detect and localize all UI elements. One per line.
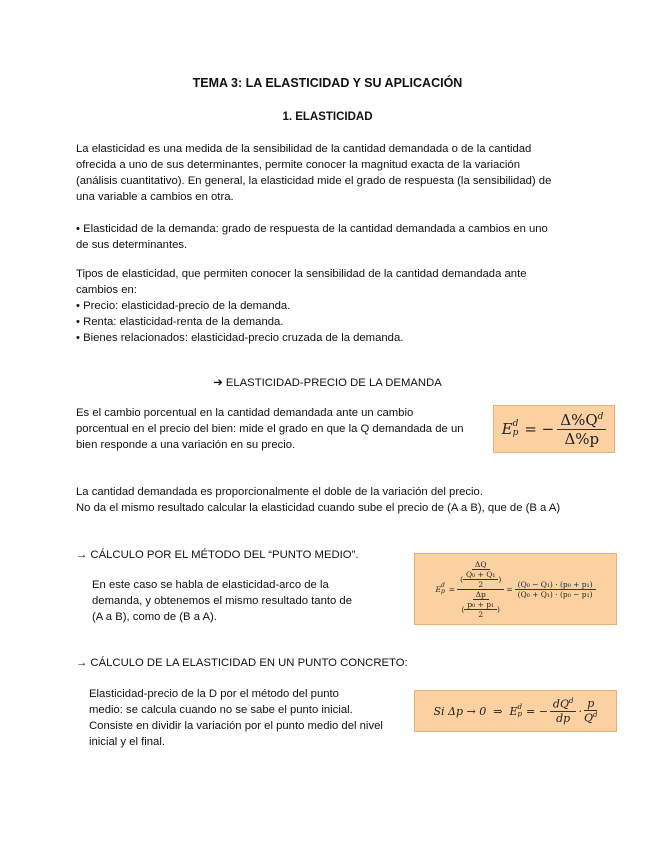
section-heading-point-elasticity: → CÁLCULO DE LA ELASTICIDAD EN UN PUNTO CONCRETO: <box>76 657 408 669</box>
formula-operator: = − <box>524 420 555 438</box>
text-line: Consiste en dividir la variación por el punto medio del nivel <box>89 720 383 732</box>
formula-superscript: d <box>593 711 598 720</box>
formula-symbol: E <box>509 704 518 718</box>
elasticity-types-list <box>76 266 576 346</box>
point-elasticity-paragraph <box>89 686 409 750</box>
formula-denominator: dp <box>556 711 571 725</box>
text-line: ofrecida a uno de sus determinantes, permite conocer la magnitud exacta de la variación <box>76 159 520 171</box>
formula-denominator: Q <box>583 711 593 725</box>
price-elasticity-definition <box>76 405 496 453</box>
formula-superscript: d <box>597 411 604 422</box>
formula-subscript: p <box>517 710 522 718</box>
formula-operator: = <box>506 584 513 594</box>
formula-operator: = − <box>525 704 548 718</box>
formula-superscript: d <box>440 582 445 589</box>
text-line: medio: se calcula cuando no se sabe el punto inicial. <box>89 704 353 716</box>
list-item: • Renta: elasticidad-renta de la demanda. <box>76 316 284 328</box>
formula-numerator: Δ%Q <box>560 410 598 429</box>
formula-subscript: p <box>512 428 519 438</box>
text-line: bien responde a una variación en su precio. <box>76 439 296 451</box>
formula-numerator: p <box>584 697 597 711</box>
formula-operator: · <box>578 704 582 718</box>
formula-result-denominator: (Q₀ + Q₁) · (p₀ − p₁) <box>517 589 593 599</box>
text-line: Es el cambio porcentual en la cantidad demandada ante un cambio <box>76 407 414 419</box>
formula-result-numerator: (Q₀ − Q₁) · (p₀ + p₁) <box>515 580 596 590</box>
section-heading-price-elasticity: ➔ ELASTICIDAD-PRECIO DE LA DEMANDA <box>213 377 442 389</box>
text-line: (A a B), como de (B a A). <box>92 611 217 623</box>
intro-paragraph <box>76 141 576 205</box>
price-elasticity-formula <box>493 405 615 453</box>
list-item: • Bienes relacionados: elasticidad-precio cruzada de la demanda. <box>76 332 404 344</box>
formula-subscript: p <box>440 588 445 595</box>
formula-two: 2 <box>478 609 484 619</box>
text-line: Elasticidad-precio de la D por el método del punto <box>89 688 339 700</box>
formula-numerator: dQ <box>552 697 569 711</box>
formula-symbol: E <box>501 420 513 438</box>
text-line: La cantidad demandada es proporcionalmente el doble de la variación del precio. <box>76 486 483 498</box>
midpoint-formula: E d p = ΔQ ( $\frac{\text{Q₀ + Q₁}}{2}$ ) Δp ( $\frac{\text{p₀ + p₁}}{2}$ ) = $\frac{\text{(Q₀ − Q₁) · (p₀ + p₁)}}{\text{(Q₀ + Q₁) · (p₀ − p₁)}}$ <box>414 553 617 625</box>
midpoint-paragraph <box>92 577 392 625</box>
formula-superscript: d <box>517 703 522 711</box>
text-line: cambios en: <box>76 284 137 296</box>
list-item: • Precio: elasticidad-precio de la demanda. <box>76 300 291 312</box>
text-line: inicial y el final. <box>89 736 165 748</box>
text-line: • Elasticidad de la demanda: grado de respuesta de la cantidad demandada a cambios en uno <box>76 223 548 235</box>
formula-superscript: d <box>568 697 574 706</box>
proportional-paragraph <box>76 484 596 516</box>
text-line: una variable a cambios en otra. <box>76 191 234 203</box>
section-heading-midpoint: → CÁLCULO POR EL MÉTODO DEL “PUNTO MEDIO”. <box>76 549 359 561</box>
point-elasticity-formula <box>414 690 617 732</box>
formula-condition: Si Δp → 0 <box>433 704 487 718</box>
section-heading-elasticidad: 1. ELASTICIDAD <box>282 111 373 123</box>
demand-elasticity-paragraph <box>76 221 576 253</box>
text-line: No da el mismo resultado calcular la elasticidad cuando sube el precio de (A a B), que de (B a A) <box>76 502 561 514</box>
text-line: En este caso se habla de elasticidad-arco de la <box>92 579 329 591</box>
implies-arrow: ⇒ <box>493 704 503 718</box>
formula-superscript: d <box>512 419 519 429</box>
text-line: Tipos de elasticidad, que permiten conocer la sensibilidad de la cantidad demandada ante <box>76 268 527 280</box>
formula-delta-p: Δp <box>473 590 489 600</box>
text-line: de sus determinantes. <box>76 239 188 251</box>
formula-operator: = <box>448 584 456 594</box>
text-line: (análisis cuantitativo). En general, la elasticidad mide el grado de respuesta (la sensibilidad) de <box>76 175 552 187</box>
formula-delta-q: ΔQ <box>472 560 490 570</box>
text-line: demanda, y obtenemos el mismo resultado tanto de <box>92 595 352 607</box>
formula-denominator: Δ%p <box>564 429 600 448</box>
text-line: La elasticidad es una medida de la sensibilidad de la cantidad demandada o de la cantidad <box>76 143 532 155</box>
text-line: porcentual en el precio del bien: mide el grado en que la Q demandada de un <box>76 423 464 435</box>
page-title: TEMA 3: LA ELASTICIDAD Y SU APLICACIÓN <box>192 76 463 90</box>
formula-two: 2 <box>478 579 484 589</box>
formula-p-sum: p₀ + p₁ <box>464 600 497 610</box>
formula-q-sum: Q₀ + Q₁ <box>463 570 498 580</box>
formula-symbol: E <box>435 584 441 594</box>
